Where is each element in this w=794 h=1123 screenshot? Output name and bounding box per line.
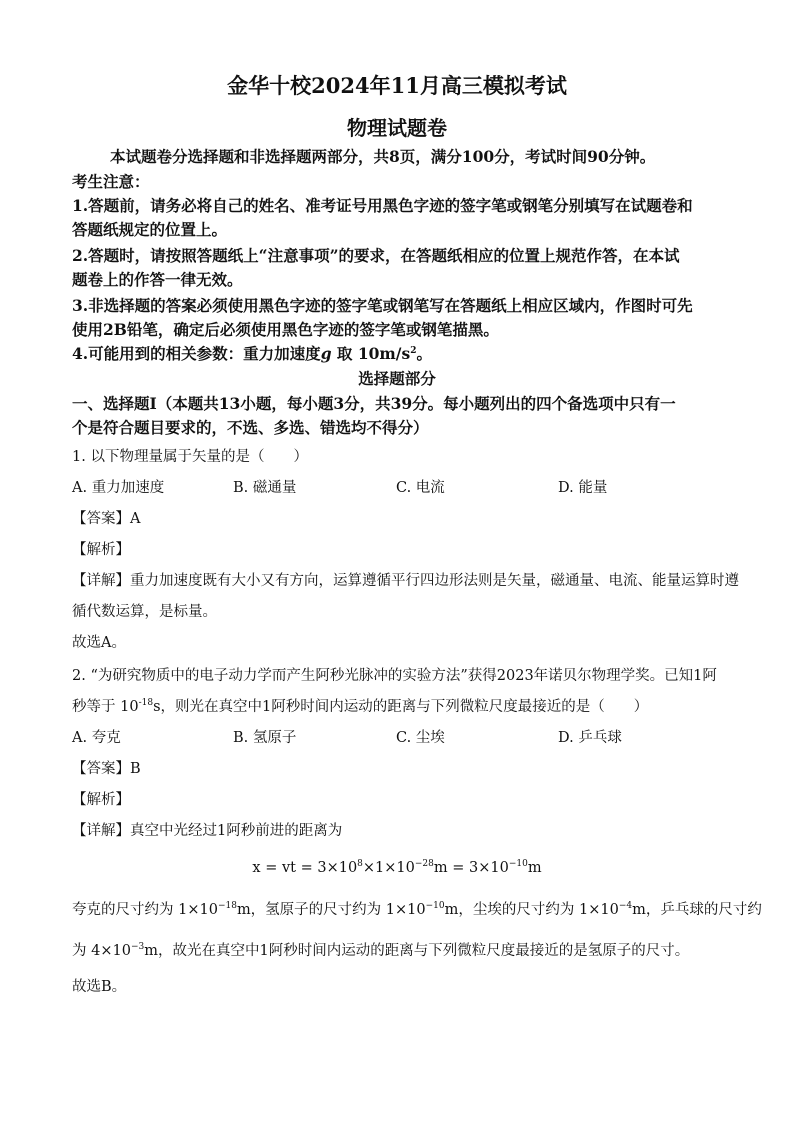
q1-option-b: B. 磁通量 <box>233 480 297 496</box>
q1-answer-tag: 【答案】 <box>72 511 130 527</box>
exam-title: 金华十校2024年11月高三模拟考试 <box>227 73 567 98</box>
q2-option-b: B. 氢原子 <box>233 730 297 746</box>
section-title: 选择题部分 <box>358 369 436 388</box>
q1-detail-tag: 【详解】 <box>72 573 130 589</box>
q2-sizes-1-p4: m，乒乓球的尺寸约 <box>632 902 762 918</box>
q2-stem-line-1: 2. “为研究物质中的电子动力学而产生阿秒光脉冲的实验方法”获得2023年诺贝尔物理学奖。已知1阿 <box>72 668 717 684</box>
q2-sizes-2-e1: −3 <box>130 942 145 952</box>
notice-item-4 <box>72 344 732 364</box>
q1-conclusion: 故选A。 <box>72 635 126 651</box>
q1-option-d: D. 能量 <box>558 480 608 496</box>
q2-detail-tag: 【详解】 <box>72 823 130 839</box>
q1-detail-line-1 <box>72 571 739 591</box>
q2-sizes-1-e2: −10 <box>425 901 445 911</box>
notice-item-1-line-2: 答题纸规定的位置上。 <box>72 220 228 239</box>
notice-item-2-line-1: 2.答题时，请按照答题纸上“注意事项”的要求，在答题纸相应的位置上规范作答，在本试 <box>72 246 680 265</box>
q2-sizes-2-p2: m，故光在真空中1阿秒时间内运动的距离与下列微粒尺度最接近的是氢原子的尺寸。 <box>144 943 690 959</box>
notice-item-2-line-2: 题卷上的作答一律无效。 <box>72 270 243 289</box>
q1-detail-text: 重力加速度既有大小又有方向，运算遵循平行四边形法则是矢量，磁通量、电流、能量运算时遵 <box>130 573 739 589</box>
q2-sizes-line-2 <box>72 941 732 961</box>
q2-stem-post: s，则光在真空中1阿秒时间内运动的距离与下列微粒尺度最接近的是（ ） <box>153 699 649 715</box>
q2-formula-exp-2: −28 <box>414 859 434 869</box>
q2-stem-pre: 秒等于 10 <box>72 699 139 715</box>
q2-formula <box>0 858 794 878</box>
q2-sizes-1-p3: m，尘埃的尺寸约为 1×10 <box>444 902 619 918</box>
notice-item-4-end: 。 <box>416 344 432 363</box>
q2-answer <box>72 759 732 779</box>
q1-stem: 1. 以下物理量属于矢量的是（ ） <box>72 449 308 465</box>
q2-sizes-1-p1: 夸克的尺寸约为 1×10 <box>72 902 218 918</box>
q1-answer <box>72 509 732 529</box>
notice-item-4-var: g <box>320 344 332 363</box>
q2-answer-value: B <box>130 761 141 777</box>
q2-formula-mid-1: ×1×10 <box>362 860 415 876</box>
q2-detail-text: 真空中光经过1阿秒前进的距离为 <box>130 823 343 839</box>
q2-analysis-tag: 【解析】 <box>72 792 130 808</box>
q2-option-c: C. 尘埃 <box>396 730 445 746</box>
q2-conclusion: 故选B。 <box>72 979 127 995</box>
q2-sizes-1-e3: −4 <box>618 901 633 911</box>
q2-formula-mid-2: m = 3×10 <box>433 860 509 876</box>
notice-item-1-line-1: 1.答题前，请务必将自己的姓名、准考证号用黑色字迹的签字笔或钢笔分别填写在试题卷和 <box>72 196 693 215</box>
notice-item-3-line-2: 使用2B铅笔，确定后必须使用黑色字迹的签字笔或钢笔描黑。 <box>72 320 499 339</box>
q2-sizes-line-1 <box>72 900 762 920</box>
q2-option-a: A. 夸克 <box>72 730 121 746</box>
section-heading-line-2: 个是符合题目要求的，不选、多选、错选均不得分） <box>72 418 429 437</box>
q1-option-c: C. 电流 <box>396 480 445 496</box>
intro-text: 本试题卷分选择题和非选择题两部分，共8页，满分100分，考试时间90分钟。 <box>110 147 656 166</box>
q2-formula-exp-3: −10 <box>508 859 528 869</box>
exam-subtitle: 物理试题卷 <box>347 116 447 140</box>
q2-formula-exp-1: 8 <box>357 859 363 869</box>
notice-heading: 考生注意： <box>72 172 150 191</box>
q2-detail-line-1 <box>72 821 732 841</box>
q2-formula-lhs: x = vt = 3×10 <box>252 860 358 876</box>
notice-item-4-mid: 取 10m/s <box>331 344 411 363</box>
q2-stem-line-2 <box>72 697 732 717</box>
q2-stem-sup: -18 <box>138 698 154 708</box>
q2-option-d: D. 乒乓球 <box>558 730 622 746</box>
q2-sizes-1-e1: −18 <box>217 901 237 911</box>
notice-item-4-pre: 4.可能用到的相关参数：重力加速度 <box>72 344 321 363</box>
q1-answer-value: A <box>130 511 141 527</box>
section-heading-line-1: 一、选择题Ⅰ（本题共13小题，每小题3分，共39分。每小题列出的四个备选项中只有一 <box>72 394 676 413</box>
q2-sizes-2-p1: 为 4×10 <box>72 943 131 959</box>
q2-answer-tag: 【答案】 <box>72 761 130 777</box>
q2-formula-unit: m <box>527 860 542 876</box>
q1-detail-line-2: 循代数运算，是标量。 <box>72 604 217 620</box>
q2-sizes-1-p2: m，氢原子的尺寸约为 1×10 <box>236 902 426 918</box>
notice-item-3-line-1: 3.非选择题的答案必须使用黑色字迹的签字笔或钢笔写在答题纸上相应区域内，作图时可先 <box>72 296 693 315</box>
q1-analysis-tag: 【解析】 <box>72 542 130 558</box>
notice-item-4-sup: 2 <box>410 346 417 356</box>
q1-option-a: A. 重力加速度 <box>72 480 165 496</box>
